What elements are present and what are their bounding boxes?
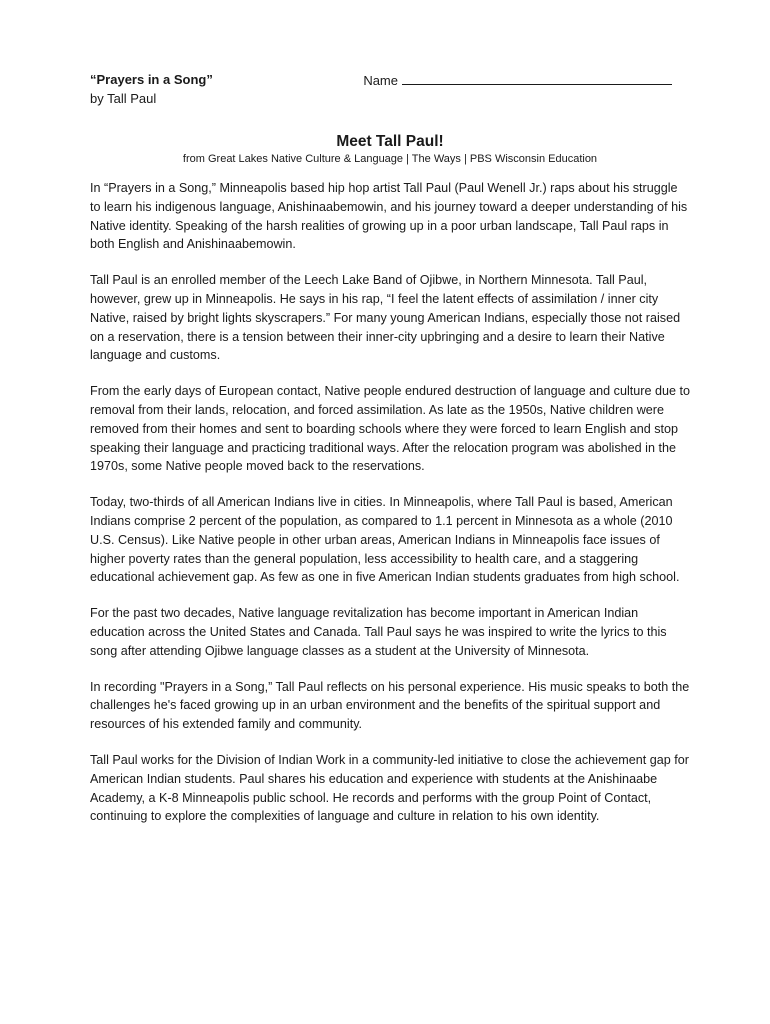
- paragraph: Today, two-thirds of all American Indians live in cities. In Minneapolis, where Tall Paul is based, American Indians comprise 2 percent of the population, as compared to 1.1 percent in Minnesota as a whole (2010 U.S. Census). Like Native people in other urban areas, American Indians in Minneapolis face issues of higher poverty rates than the general population, less accessibility to health care, and a staggering educational achievement gap. As few as one in five American Indian students graduates from high school.: [90, 495, 680, 585]
- name-field[interactable]: [363, 70, 672, 90]
- paragraph: In recording "Prayers in a Song,” Tall Paul reflects on his personal experience. His music speaks to both the challenges he's faced growing up in an urban environment and the benefits of the spiritual support and resources of his extended family and community.: [90, 679, 690, 732]
- article-body: [90, 179, 690, 826]
- paragraph: Tall Paul is an enrolled member of the Leech Lake Band of Ojibwe, in Northern Minnesota. Tall Paul, however, grew up in Minneapolis. He says in his rap, “I feel the latent effects of assimilation / inner city Native, raised by bright lights skyscrapers.” For many young American Indians, especially those not raised on a reservation, there is a tension between their inner-city upbringing and a desire to learn their Native language and customs.: [90, 273, 681, 363]
- paragraph: For the past two decades, Native language revitalization has become important in American Indian education across the United States and Canada. Tall Paul says he was inspired to write the lyrics to this song after attending Ojibwe language classes as a student at the University of Minnesota.: [90, 606, 667, 658]
- song-title: “Prayers in a Song”: [90, 72, 213, 87]
- title-block: [90, 70, 213, 108]
- paragraph: From the early days of European contact, Native people endured destruction of language and culture due to removal from their lands, relocation, and forced assimilation. As late as the 1950s, Native children were removed from their homes and sent to boarding schools where they were forced to learn English and stop speaking their language and practicing traditional ways. After the relocation program was abolished in the 1970s, some Native people moved back to the reservations.: [90, 384, 690, 474]
- article-heading: Meet Tall Paul!: [336, 133, 444, 150]
- name-underline[interactable]: [402, 70, 672, 85]
- paragraph: Tall Paul works for the Division of Indian Work in a community-led initiative to close the achievement gap for American Indian students. Paul shares his education and experience with students at the Anishinaabe Academy, a K-8 Minneapolis public school. He records and performs with the group Point of Contact, continuing to explore the complexities of language and culture in relation to his own identity.: [90, 752, 689, 824]
- article-source: from Great Lakes Native Culture & Language | The Ways | PBS Wisconsin Education: [182, 153, 598, 165]
- byline: by Tall Paul: [90, 91, 157, 106]
- worksheet-header: [90, 70, 690, 108]
- name-label: Name: [363, 73, 398, 88]
- worksheet-page: [90, 70, 690, 843]
- paragraph: In “Prayers in a Song,” Minneapolis based hip hop artist Tall Paul (Paul Wenell Jr.) raps about his struggle to learn his indigenous language, Anishinaabemowin, and his journey toward a deeper understanding of his Native identity. Speaking of the harsh realities of growing up in a poor urban landscape, Tall Paul raps in both English and Anishinaabemowin.: [90, 181, 688, 252]
